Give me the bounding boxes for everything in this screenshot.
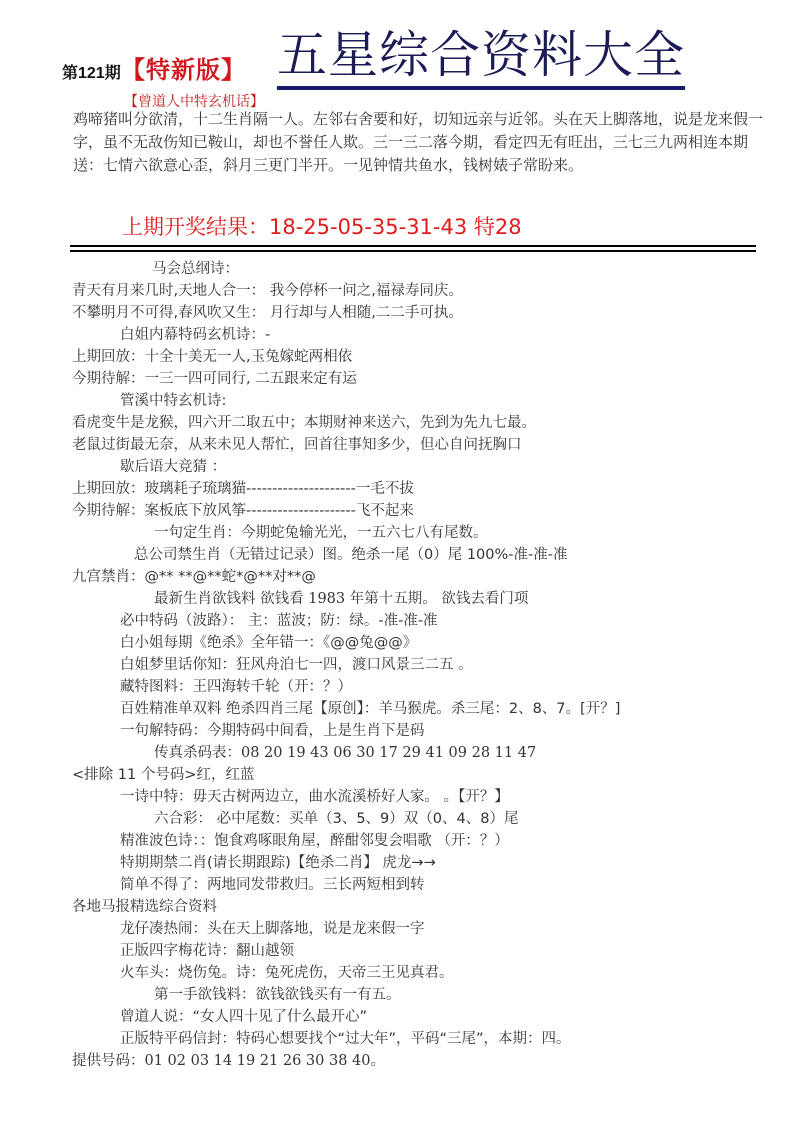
text-line: 六合彩： 必中尾数：买单（3、5、9）双（0、4、8）尾 (154, 811, 519, 827)
result-numbers: 18-25-05-35-31-43 (269, 215, 468, 239)
text-line: 今期待解：一三一四可同行, 二五跟来定有运 (72, 371, 357, 387)
issue-number: 第121期 (62, 65, 121, 82)
text-line: 百姓精准单双料 绝杀四肖三尾【原创】：羊马猴虎。杀三尾：2、8、7。[开？] (120, 701, 621, 717)
double-rule-divider (70, 245, 756, 252)
text-line: 管溪中特玄机诗: (120, 393, 227, 409)
text-line: 总公司禁生肖（无错过记录）图。绝杀一尾（0）尾 100%-准-准-准 (134, 547, 568, 563)
text-line: 今期待解：案板底下放风筝---------------------飞不起来 (72, 503, 414, 519)
text-line: 简单不得了：两地同发带救归。三长两短相到转 (120, 877, 425, 893)
text-line: 上期回放：玻璃耗子琉璃猫---------------------一毛不拔 (72, 481, 414, 497)
text-line: 老鼠过街最无奈，从来未见人帮忙，回首往事知多少，但心自问抚胸口 (72, 437, 522, 453)
result-label: 上期开奖结果： (122, 215, 269, 239)
text-line: 白姐梦里话你知：狂风舟泊七一四，渡口风景三二五 。 (120, 657, 473, 673)
text-line: 精准波色诗：：饱食鸡啄眼角屋，醉酣邻叟会唱歌 （开：？） (120, 833, 509, 849)
text-line: 白小姐每期《绝杀》全年错一：《@@兔@@》 (120, 635, 418, 651)
text-line: 一句解特码：今期特码中间看，上是生肖下是码 (120, 723, 425, 739)
last-draw-result (122, 211, 522, 241)
text-line: 歇后语大竞猜 ： (120, 459, 227, 475)
text-line: 白姐内幕特码玄机诗：- (120, 327, 271, 343)
text-line: 传真杀码表：08 20 19 43 06 30 17 29 41 09 28 11 47 (154, 745, 537, 761)
text-line: 各地马报精选综合资料 (72, 899, 217, 915)
text-line: 马会总纲诗： (152, 261, 239, 277)
text-line: 提供号码：01 02 03 14 19 21 26 30 38 40。 (72, 1053, 385, 1069)
text-line: 九宫禁肖：@** **@**蛇*@**对**@ (72, 569, 316, 585)
text-line: <排除 11 个号码>红，红蓝 (72, 767, 255, 783)
intro-paragraph: 鸡啼猪叫分欲清，十二生肖隔一人。左邻右舍要和好，切知远亲与近邻。头在天上脚落地，说是龙来假一字，虽不无敌伤知已鞍山，却也不誉任人欺。三一三二落今期，看定四无有旺出，三七三九两相连本期送：七情六欲意心歪，斜月三更门半开。一见钟情共鱼水，钱树婊子常盼来。 (73, 110, 764, 174)
text-line: 正版四字梅花诗：翻山越领 (120, 943, 294, 959)
result-special: 特28 (473, 215, 522, 239)
subheading: 【曾道人中特玄机话】 (124, 94, 264, 110)
text-line: 曾道人说：“女人四十见了什么最开心” (120, 1009, 368, 1025)
text-line: 一诗中特：毋天古树两边立，曲水流溪桥好人家。 。【开？】 (120, 789, 509, 805)
text-line: 不攀明月不可得,春风吹又生： 月行却与人相随,二二手可执。 (72, 305, 463, 321)
text-line: 龙仔凑热闹：头在天上脚落地，说是龙来假一字 (120, 921, 425, 937)
text-line: 最新生肖欲钱料 欲钱看 1983 年第十五期。 欲钱去看门项 (154, 591, 529, 607)
text-line: 藏特图料：王四海转千轮（开：？） (120, 679, 352, 695)
text-line: 正版特平码信封：特码心想要找个“过大年”，平码“三尾”，本期：四。 (120, 1031, 571, 1047)
text-line: 特期期禁二肖(请长期跟踪)【绝杀二肖】 虎龙→→ (120, 855, 436, 871)
text-line: 火车头：烧伤兔。诗：兔死虎伤，天帝三王见真君。 (120, 965, 454, 981)
edition-label: 【特新版】 (121, 56, 246, 84)
page-title: 五星综合资料大全 (277, 26, 685, 90)
text-line: 上期回放：十全十美无一人,玉兔嫁蛇两相依 (72, 349, 353, 365)
text-line: 第一手欲钱料：欲钱欲钱买有一有五。 (154, 987, 401, 1003)
text-line: 必中特码（波路）： 主：蓝波；防：绿。-准-准-准 (120, 613, 438, 629)
text-line: 看虎变牛是龙猴，四六开二取五中；本期财神来送六，先到为先九七最。 (72, 415, 536, 431)
text-line: 青天有月来几时,天地人合一： 我今停杯一问之,福禄寿同庆。 (72, 283, 463, 299)
text-line: 一句定生肖：今期蛇兔输光光，一五六七八有尾数。 (154, 525, 488, 541)
